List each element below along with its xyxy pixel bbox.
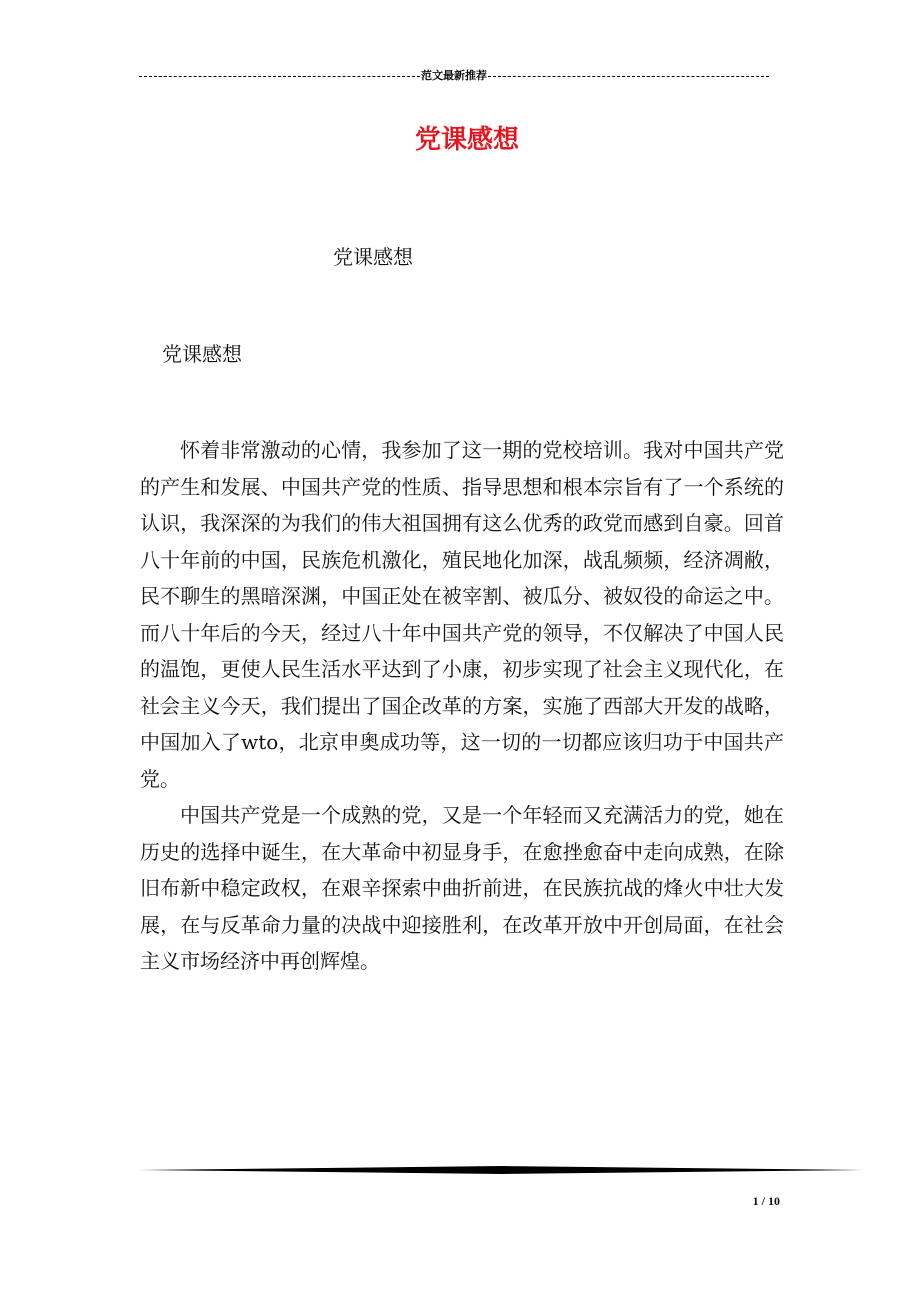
document-title: 党课感想 bbox=[414, 125, 519, 155]
paragraph-2: 中国共产党是一个成熟的党，又是一个年轻而又充满活力的党，她在历史的选择中诞生，在大革命中初显身手，在愈挫愈奋中走向成熟，在除旧布新中稳定政权，在艰辛探索中曲折前进，在民族抗战的烽火中壮大发展，在与反革命力量的决战中迎接胜利，在改革开放中开创局面，在社会主义市场经济中再创辉煌。 bbox=[140, 803, 784, 973]
subtitle-centered: 党课感想 bbox=[333, 245, 413, 269]
paragraph-1: 怀着非常激动的心情，我参加了这一期的党校培训。我对中国共产党的产生和发展、中国共产党的性质、指导思想和根本宗旨有了一个系统的认识，我深深的为我们的伟大祖国拥有这么优秀的政党而感到自豪。回首八十年前的中国，民族危机激化，殖民地化加深，战乱频频，经济凋敝，民不聊生的黑暗深渊，中国正处在被宰割、被瓜分、被奴役的命运之中。而八十年后的今天，经过八十年中国共产党的领导，不仅解决了中国人民的温饱，更使人民生活水平达到了小康，初步实现了社会主义现代化，在社会主义今天，我们提出了国企改革的方案，实施了西部大开发的战略，中国加入了wto，北京申奥成功等，这一切的一切都应该归功于中国共产党。 bbox=[140, 438, 784, 791]
body-text bbox=[140, 432, 784, 980]
header-label: 范文最新推荐 bbox=[421, 69, 487, 82]
header-rule bbox=[139, 66, 769, 86]
header-dashes-right bbox=[488, 76, 769, 77]
page-number: 1 / 10 bbox=[752, 1194, 780, 1208]
header-dashes-left bbox=[139, 76, 420, 77]
footer-rule bbox=[140, 1164, 864, 1176]
subtitle-left: 党课感想 bbox=[162, 342, 242, 366]
